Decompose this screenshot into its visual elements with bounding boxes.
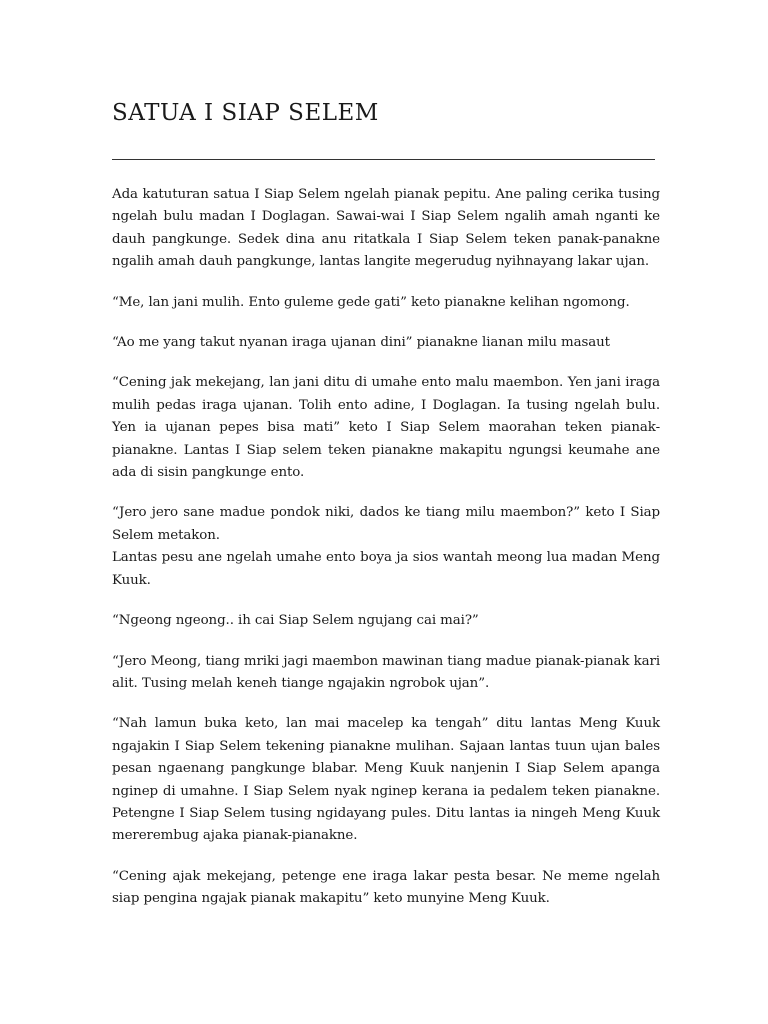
document-title: SATUA I SIAP SELEM xyxy=(112,100,379,126)
paragraph: “Cening ajak mekejang, petenge ene iraga lakar pesta besar. Ne meme ngelah siap pengina ngajak pianak makapitu” keto munyine Meng Kuuk. xyxy=(112,868,660,907)
paragraph: “Me, lan jani mulih. Ento guleme gede gati” keto pianakne kelihan ngomong. xyxy=(112,294,630,310)
paragraph: Ada katuturan satua I Siap Selem ngelah pianak pepitu. Ane paling cerika tusing ngelah bulu madan I Doglagan. Sawai-wai I Siap Selem ngalih amah nganti ke dauh pangkunge. Sedek dina anu ritatkala I Siap Selem teken panak-panakne ngalih amah dauh pangkunge, lantas langite megerudug nyihnayang lakar ujan. xyxy=(112,187,660,270)
paragraph: “Ao me yang takut nyanan iraga ujanan dini” pianakne lianan milu masaut xyxy=(112,335,610,351)
story-body xyxy=(112,184,660,911)
paragraph: “Ngeong ngeong.. ih cai Siap Selem ngujang cai mai?” xyxy=(112,613,479,629)
document-page xyxy=(112,96,660,929)
paragraph: “Jero jero sane madue pondok niki, dados ke tiang milu maembon?” keto I Siap Selem metakon. xyxy=(112,505,660,543)
paragraph: Lantas pesu ane ngelah umahe ento boya ja sios wantah meong lua madan Meng Kuuk. xyxy=(112,550,660,588)
title-divider xyxy=(112,159,655,160)
paragraph: “Cening jak mekejang, lan jani ditu di umahe ento malu maembon. Yen jani iraga mulih pedas iraga ujanan. Tolih ento adine, I Doglagan. Ia tusing ngelah bulu. Yen ia ujanan pepes bisa mati” keto I Siap Selem maorahan teken pianak-pianakne. Lantas I Siap selem teken pianakne makapitu ngungsi keumahe ane ada di sisin pangkunge ento. xyxy=(112,375,660,481)
paragraph: “Jero Meong, tiang mriki jagi maembon mawinan tiang madue pianak-pianak kari alit. Tusing melah keneh tiange ngajakin ngrobok ujan”. xyxy=(112,653,660,691)
paragraph: “Nah lamun buka keto, lan mai macelep ka tengah” ditu lantas Meng Kuuk ngajakin I Siap Selem tekening pianakne mulihan. Sajaan lantas tuun ujan bales pesan ngaenang pangkunge blabar. Meng Kuuk nanjenin I Siap Selem apanga nginep di umahne. I Siap Selem nyak nginep kerana ia pedalem teken pianakne. Petengne I Siap Selem tusing ngidayang pules. Ditu lantas ia ningeh Meng Kuuk mererembug ajaka pianak-pianakne. xyxy=(112,716,660,844)
